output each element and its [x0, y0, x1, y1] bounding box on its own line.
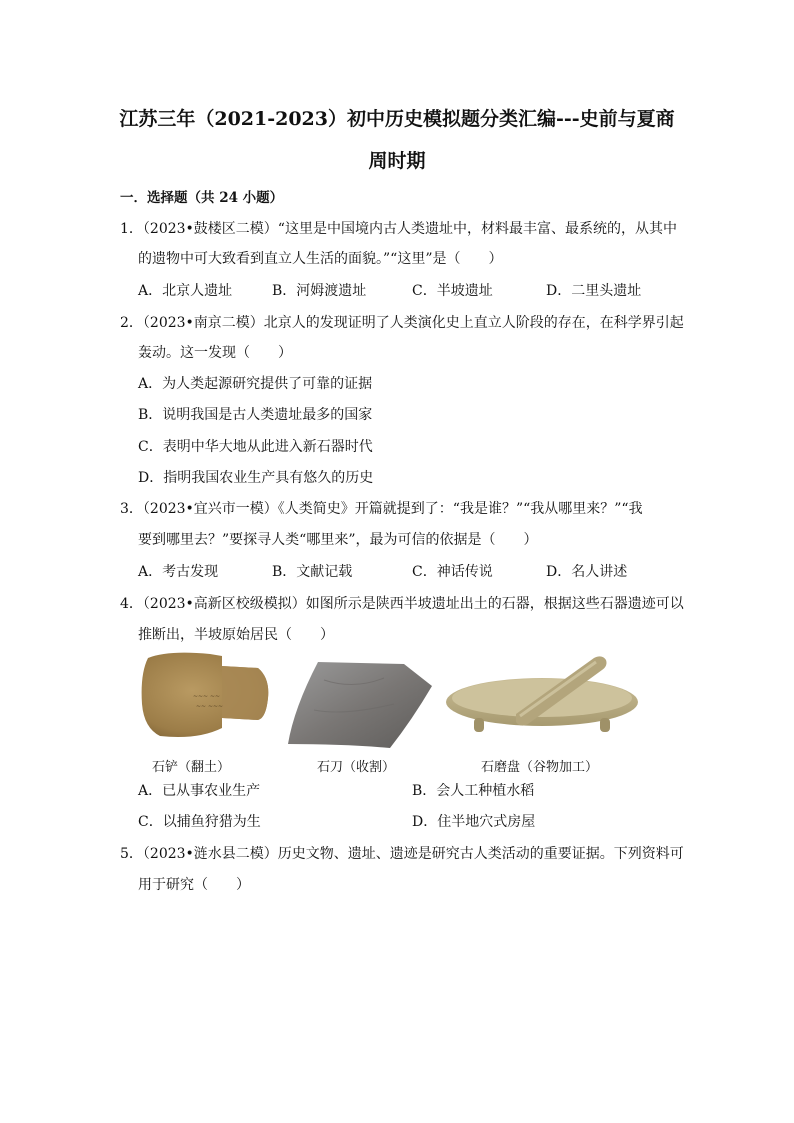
question-2-option-c: C．表明中华大地从此进入新石器时代: [138, 439, 373, 455]
question-3-option-a: A．考古发现: [138, 564, 219, 580]
question-2-option-a: A．为人类起源研究提供了可靠的证据: [138, 376, 373, 392]
question-1-line-1: 1．（2023•鼓楼区二模）“这里是中国境内古人类遗址中，材料最丰富、最系统的，从其中: [120, 221, 677, 237]
question-1-option-a: A．北京人遗址: [138, 283, 233, 299]
section-heading: 一．选择题（共 24 小题）: [120, 190, 284, 206]
question-1-line-2: 的遗物中可大致看到直立人生活的面貌。”“这里”是（ ）: [138, 251, 503, 267]
question-2-line-1: 2．（2023•南京二模）北京人的发现证明了人类演化史上直立人阶段的存在，在科学界引起: [120, 315, 684, 331]
svg-text:~~~ ~~: ~~~ ~~: [193, 693, 221, 700]
question-3-option-c: C．神话传说: [412, 564, 493, 580]
question-4-line-2: 推断出，半坡原始居民（ ）: [138, 627, 334, 643]
document-title-line-1: 江苏三年（2021-2023）初中历史模拟题分类汇编---史前与夏商: [119, 108, 675, 130]
question-4-option-a: A．已从事农业生产: [138, 783, 261, 799]
question-2-option-d: D．指明我国农业生产具有悠久的历史: [138, 470, 374, 486]
caption-stone-spade: 石铲（翻土）: [152, 760, 231, 775]
caption-stone-knife: 石刀（收割）: [317, 760, 396, 775]
document-title-line-2: 周时期: [368, 150, 426, 172]
question-4-option-b: B．会人工种植水稻: [412, 783, 535, 799]
grinding-stone-image: [444, 652, 640, 740]
question-4-line-1: 4．（2023•高新区校级模拟）如图所示是陕西半坡遗址出土的石器，根据这些石器遗迹可以: [120, 596, 684, 612]
caption-grinding-stone: 石磨盘（谷物加工）: [481, 760, 599, 775]
question-3-option-d: D．名人讲述: [546, 564, 628, 580]
stone-knife-image: [284, 660, 434, 752]
question-3-line-1: 3．（2023•宜兴市一模）《人类简史》开篇就提到了：“我是谁？”“我从哪里来？”“我: [120, 501, 643, 517]
question-2-option-b: B．说明我国是古人类遗址最多的国家: [138, 407, 373, 423]
question-3-line-2: 要到哪里去？”要探寻人类“哪里来”，最为可信的依据是（ ）: [138, 532, 538, 548]
question-5-line-1: 5．（2023•涟水县二模）历史文物、遗址、遗迹是研究古人类活动的重要证据。下列资料可: [120, 846, 684, 862]
question-1-option-d: D．二里头遗址: [546, 283, 642, 299]
question-4-option-d: D．住半地穴式房屋: [412, 814, 536, 830]
question-4-option-c: C．以捕鱼狩猎为生: [138, 814, 261, 830]
question-1-option-c: C．半坡遗址: [412, 283, 493, 299]
svg-text:~~ ~~~: ~~ ~~~: [196, 703, 224, 710]
question-2-line-2: 轰动。这一发现（ ）: [138, 345, 292, 361]
question-1-option-b: B．河姆渡遗址: [272, 283, 367, 299]
question-5-line-2: 用于研究（ ）: [138, 877, 250, 893]
question-3-option-b: B．文献记载: [272, 564, 353, 580]
stone-spade-image: [138, 648, 274, 742]
